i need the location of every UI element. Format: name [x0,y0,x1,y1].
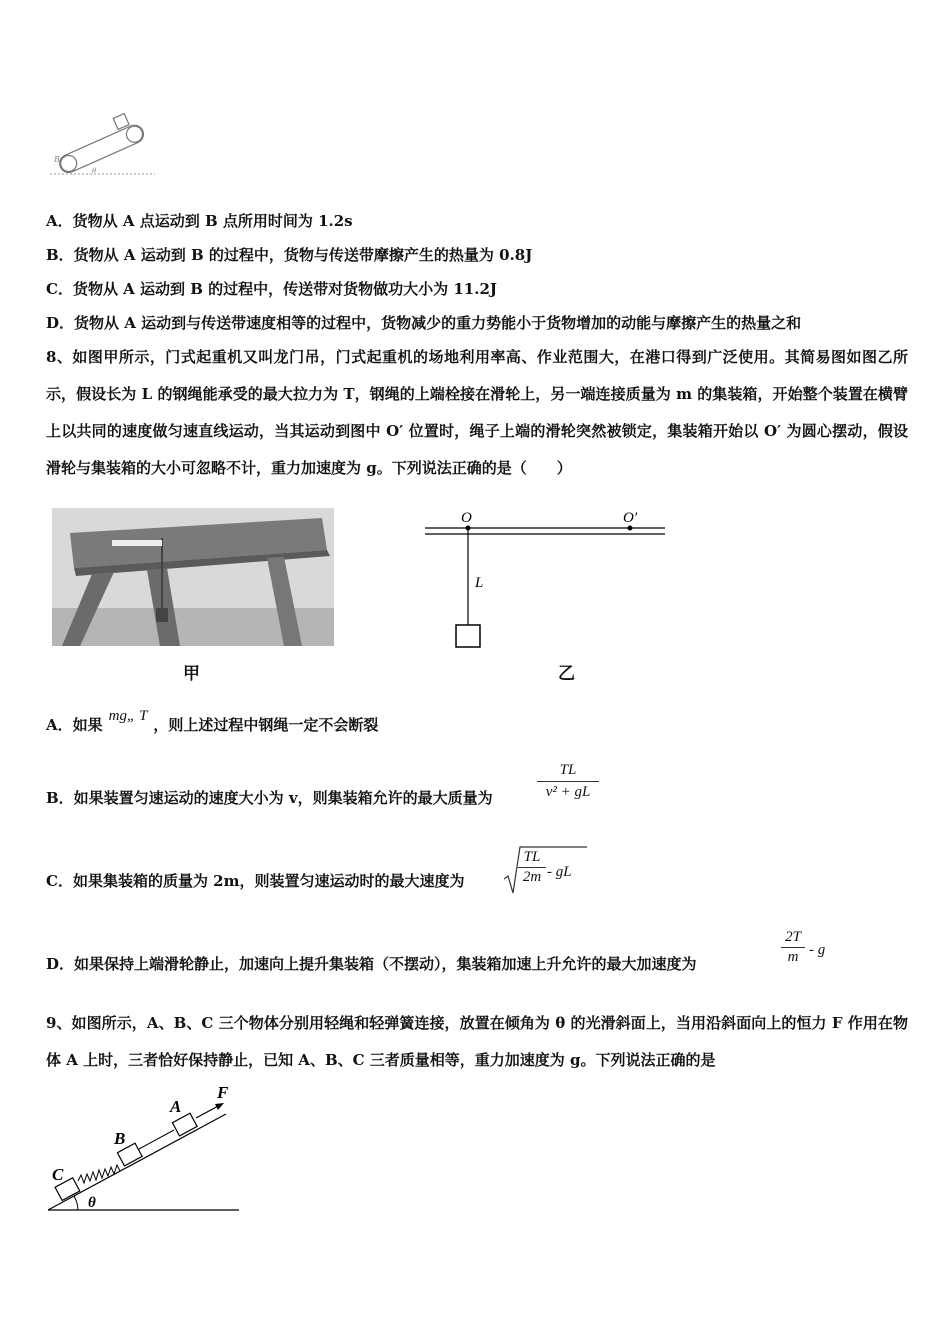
label-f: F [217,1083,229,1102]
q8-option-c-numerator: TL [523,849,541,865]
q8-option-a-prefix: A．如果 [46,716,103,734]
q8-option-b-numerator: TL [559,762,577,778]
q8-option-d-numerator: 2T [785,929,801,945]
label-c: C [52,1165,64,1184]
label-l: L [475,575,484,591]
q8-option-c-denominator: 2m [518,867,546,886]
label-a: A [170,1097,182,1116]
q7-option-c: C．货物从 A 运动到 B 的过程中，传送带对货物做功大小为 11.2J [46,280,497,298]
q8-option-b: B．如果装置匀速运动的速度大小为 v，则集装箱允许的最大质量为 [46,789,493,807]
q8-option-d-denominator: m [781,947,805,966]
q8-option-b-fraction [537,762,599,801]
label-b: B [114,1129,126,1148]
q8-option-d-tail: - g [809,942,826,958]
q8-option-a-suffix: ，则上述过程中钢绳一定不会断裂 [153,716,379,734]
q8-option-d: D．如果保持上端滑轮静止，加速向上提升集装箱（不摆动），集装箱加速上升允许的最大加速度为 [46,955,697,973]
q7-option-d: D．货物从 A 运动到与传送带速度相等的过程中，货物减少的重力势能小于货物增加的动能与摩擦产生的热量之和 [46,314,802,332]
q8-option-d-fraction [781,929,805,966]
gantry-crane-photo [52,508,334,646]
crane-schematic [425,505,670,655]
q9-stem: 9、如图所示，A、B、C 三个物体分别用轻绳和轻弹簧连接，放置在倾角为 θ 的光滑斜面上，当用沿斜面向上的恒力 F 作用在物体 A 上时，三者恰好保持静止，已知 A、B、C 三者质量相等，重力加速度为 g。下列说法正确的是 [46,1014,908,1069]
incline-diagram [44,1082,244,1214]
label-theta: θ [88,1195,96,1211]
svg-text:θ: θ [92,167,97,175]
q7-option-a: A．货物从 A 点运动到 B 点所用时间为 1.2s [46,212,353,230]
conveyor-diagram [50,110,165,180]
caption-jia: 甲 [183,664,200,684]
caption-yi: 乙 [558,664,575,684]
q8-option-c-tail: - gL [547,864,572,880]
label-o: O [461,510,472,526]
q8-option-c-fraction [518,849,546,886]
q8-option-b-denominator: v² + gL [537,781,599,801]
q8-option-a-math: mg„ T [108,708,148,724]
q7-option-b: B．货物从 A 运动到 B 的过程中，货物与传送带摩擦产生的热量为 0.8J [46,246,533,264]
q8-option-a [46,708,379,736]
label-o-prime: O′ [623,510,638,526]
q8-option-c: C．如果集装箱的质量为 2m，则装置匀速运动时的最大速度为 [46,872,465,890]
svg-text:B: B [54,155,60,164]
q8-stem: 8、如图甲所示，门式起重机又叫龙门吊，门式起重机的场地利用率高、作业范围大，在港口得到广泛使用。其简易图如图乙所示，假设长为 L 的钢绳能承受的最大拉力为 T，钢绳的上端栓接在滑轮上，另一端连接质量为 m 的集装箱，开始整个装置在横臂上以共同的速度做匀速直线运动，当其运动到图中 O′ 位置时，绳子上端的滑轮突然被锁定，集装箱开始以 O′ 为圆心摆动，假设滑轮与集装箱的大小可忽略不计，重力加速度为 g。下列说法正确的是（ ） [46,348,908,477]
